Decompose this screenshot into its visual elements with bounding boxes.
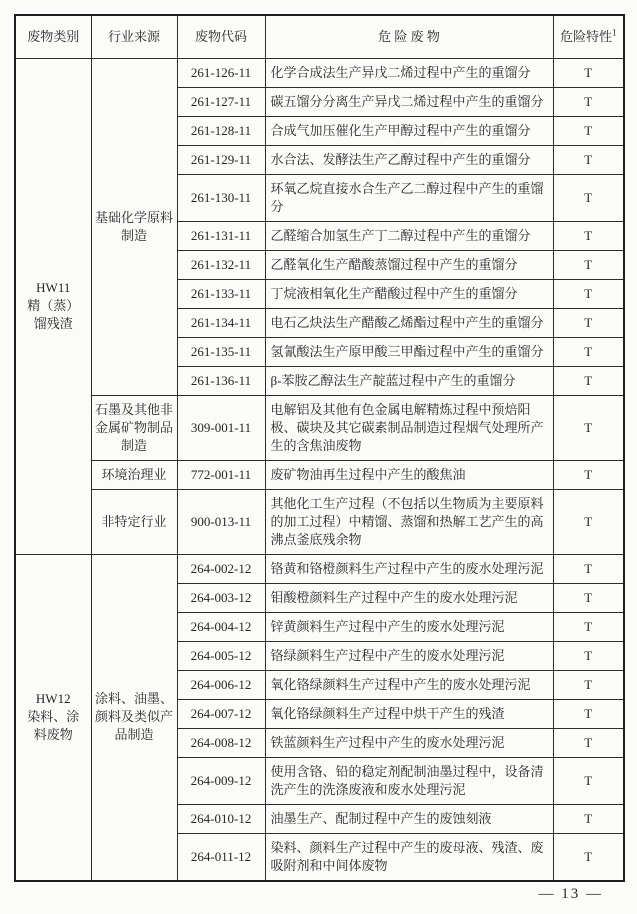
waste-code-cell: 264-004-12 bbox=[177, 612, 265, 641]
hazard-type-cell: T bbox=[553, 145, 624, 174]
col-header-waste-category: 废物类别 bbox=[15, 15, 91, 58]
page-number: — 13 — bbox=[538, 886, 603, 902]
industry-source-cell: 基础化学原料制造 bbox=[91, 58, 177, 395]
waste-code-cell: 261-132-11 bbox=[177, 250, 265, 279]
col-header-hazard-property bbox=[553, 15, 624, 58]
waste-code-cell: 264-008-12 bbox=[177, 728, 265, 757]
waste-desc-cell: 氢氰酸法生产原甲酸三甲酯过程中产生的重馏分 bbox=[265, 337, 553, 366]
table-row bbox=[15, 58, 624, 87]
col-header-waste-code: 废物代码 bbox=[177, 15, 265, 58]
hazardous-waste-table bbox=[14, 14, 625, 882]
waste-desc-cell: 环氧乙烷直接水合生产乙二醇过程中产生的重馏分 bbox=[265, 174, 553, 221]
waste-desc-cell: 电解铝及其他有色金属电解精炼过程中预焙阳极、碳块及其它碳素制品制造过程烟气处理所产生的含焦油废物 bbox=[265, 395, 553, 460]
waste-code-cell: 309-001-11 bbox=[177, 395, 265, 460]
waste-code-cell: 264-006-12 bbox=[177, 670, 265, 699]
waste-desc-cell: 锌黄颜料生产过程中产生的废水处理污泥 bbox=[265, 612, 553, 641]
waste-desc-cell: 染料、颜料生产过程中产生的废母液、残渣、废吸附剂和中间体废物 bbox=[265, 833, 553, 881]
waste-desc-cell: 碳五馏分分离生产异戊二烯过程中产生的重馏分 bbox=[265, 87, 553, 116]
waste-code-cell: 264-007-12 bbox=[177, 699, 265, 728]
industry-source-cell: 石墨及其他非金属矿物制品制造 bbox=[91, 395, 177, 460]
waste-category-cell-hw11 bbox=[15, 58, 91, 554]
industry-source-cell: 非特定行业 bbox=[91, 489, 177, 554]
waste-desc-cell: 丁烷液相氧化生产醋酸过程中产生的重馏分 bbox=[265, 279, 553, 308]
waste-desc-cell: 废矿物油再生过程中产生的酸焦油 bbox=[265, 460, 553, 489]
waste-code-cell: 264-002-12 bbox=[177, 554, 265, 583]
hazard-type-cell: T bbox=[553, 366, 624, 395]
category-name: 精（蒸）馏残渣 bbox=[27, 298, 80, 331]
waste-code-cell: 261-134-11 bbox=[177, 308, 265, 337]
hazard-type-cell: T bbox=[553, 337, 624, 366]
waste-code-cell: 261-126-11 bbox=[177, 58, 265, 87]
waste-desc-cell: 电石乙炔法生产醋酸乙烯酯过程中产生的重馏分 bbox=[265, 308, 553, 337]
waste-code-cell: 264-009-12 bbox=[177, 757, 265, 804]
hazard-type-cell: T bbox=[553, 395, 624, 460]
hazard-type-cell: T bbox=[553, 583, 624, 612]
waste-desc-cell: 氧化铬绿颜料生产过程中烘干产生的残渣 bbox=[265, 699, 553, 728]
hazard-type-cell: T bbox=[553, 612, 624, 641]
hazard-type-cell: T bbox=[553, 728, 624, 757]
category-code: HW11 bbox=[36, 280, 71, 295]
hazard-type-cell: T bbox=[553, 460, 624, 489]
hazard-type-cell: T bbox=[553, 699, 624, 728]
table-row bbox=[15, 489, 624, 554]
waste-code-cell: 264-005-12 bbox=[177, 641, 265, 670]
waste-code-cell: 264-003-12 bbox=[177, 583, 265, 612]
hazard-type-cell: T bbox=[553, 833, 624, 881]
waste-desc-cell: β-苯胺乙醇法生产靛蓝过程中产生的重馏分 bbox=[265, 366, 553, 395]
waste-desc-cell: 水合法、发酵法生产乙醇过程中产生的重馏分 bbox=[265, 145, 553, 174]
waste-desc-cell: 铬绿颜料生产过程中产生的废水处理污泥 bbox=[265, 641, 553, 670]
table-row bbox=[15, 460, 624, 489]
industry-source-cell: 涂料、油墨、颜料及类似产品制造 bbox=[91, 554, 177, 881]
waste-desc-cell: 化学合成法生产异戊二烯过程中产生的重馏分 bbox=[265, 58, 553, 87]
hazard-type-cell: T bbox=[553, 757, 624, 804]
category-name: 染料、涂料废物 bbox=[27, 709, 80, 742]
hazard-type-cell: T bbox=[553, 250, 624, 279]
hazard-type-cell: T bbox=[553, 804, 624, 833]
hazard-type-cell: T bbox=[553, 87, 624, 116]
waste-code-cell: 261-129-11 bbox=[177, 145, 265, 174]
table-row bbox=[15, 395, 624, 460]
waste-code-cell: 261-131-11 bbox=[177, 221, 265, 250]
waste-code-cell: 261-130-11 bbox=[177, 174, 265, 221]
table-header-row bbox=[15, 15, 624, 58]
waste-desc-cell: 合成气加压催化生产甲醇过程中产生的重馏分 bbox=[265, 116, 553, 145]
waste-desc-cell: 其他化工生产过程（不包括以生物质为主要原料的加工过程）中精馏、蒸馏和热解工艺产生的高沸点釜底残余物 bbox=[265, 489, 553, 554]
waste-code-cell: 261-133-11 bbox=[177, 279, 265, 308]
waste-desc-cell: 乙醛氧化生产醋酸蒸馏过程中产生的重馏分 bbox=[265, 250, 553, 279]
col-header-hazardous-waste: 危 险 废 物 bbox=[265, 15, 553, 58]
col-header-industry-source: 行业来源 bbox=[91, 15, 177, 58]
waste-desc-cell: 钼酸橙颜料生产过程中产生的废水处理污泥 bbox=[265, 583, 553, 612]
waste-code-cell: 264-010-12 bbox=[177, 804, 265, 833]
waste-code-cell: 261-135-11 bbox=[177, 337, 265, 366]
waste-desc-cell: 铁蓝颜料生产过程中产生的废水处理污泥 bbox=[265, 728, 553, 757]
waste-category-cell-hw12 bbox=[15, 554, 91, 881]
footnote-marker: 1 bbox=[612, 27, 617, 38]
hazard-type-cell: T bbox=[553, 641, 624, 670]
waste-code-cell: 261-136-11 bbox=[177, 366, 265, 395]
hazard-type-cell: T bbox=[553, 174, 624, 221]
waste-desc-cell: 乙醛缩合加氢生产丁二醇过程中产生的重馏分 bbox=[265, 221, 553, 250]
waste-desc-cell: 油墨生产、配制过程中产生的废蚀刻液 bbox=[265, 804, 553, 833]
table-row bbox=[15, 554, 624, 583]
hazard-property-label: 危险特性 bbox=[559, 28, 612, 44]
hazard-type-cell: T bbox=[553, 116, 624, 145]
waste-code-cell: 261-128-11 bbox=[177, 116, 265, 145]
waste-desc-cell: 铬黄和铬橙颜料生产过程中产生的废水处理污泥 bbox=[265, 554, 553, 583]
waste-desc-cell: 氧化铬绿颜料生产过程中产生的废水处理污泥 bbox=[265, 670, 553, 699]
hazard-type-cell: T bbox=[553, 489, 624, 554]
industry-source-cell: 环境治理业 bbox=[91, 460, 177, 489]
waste-code-cell: 772-001-11 bbox=[177, 460, 265, 489]
category-code: HW12 bbox=[35, 691, 71, 706]
hazard-type-cell: T bbox=[553, 554, 624, 583]
hazard-type-cell: T bbox=[553, 308, 624, 337]
hazard-type-cell: T bbox=[553, 58, 624, 87]
hazard-type-cell: T bbox=[553, 279, 624, 308]
waste-code-cell: 261-127-11 bbox=[177, 87, 265, 116]
hazard-type-cell: T bbox=[553, 670, 624, 699]
waste-code-cell: 900-013-11 bbox=[177, 489, 265, 554]
hazard-type-cell: T bbox=[553, 221, 624, 250]
waste-desc-cell: 使用含铬、铅的稳定剂配制油墨过程中，设备清洗产生的洗涤废液和废水处理污泥 bbox=[265, 757, 553, 804]
waste-code-cell: 264-011-12 bbox=[177, 833, 265, 881]
